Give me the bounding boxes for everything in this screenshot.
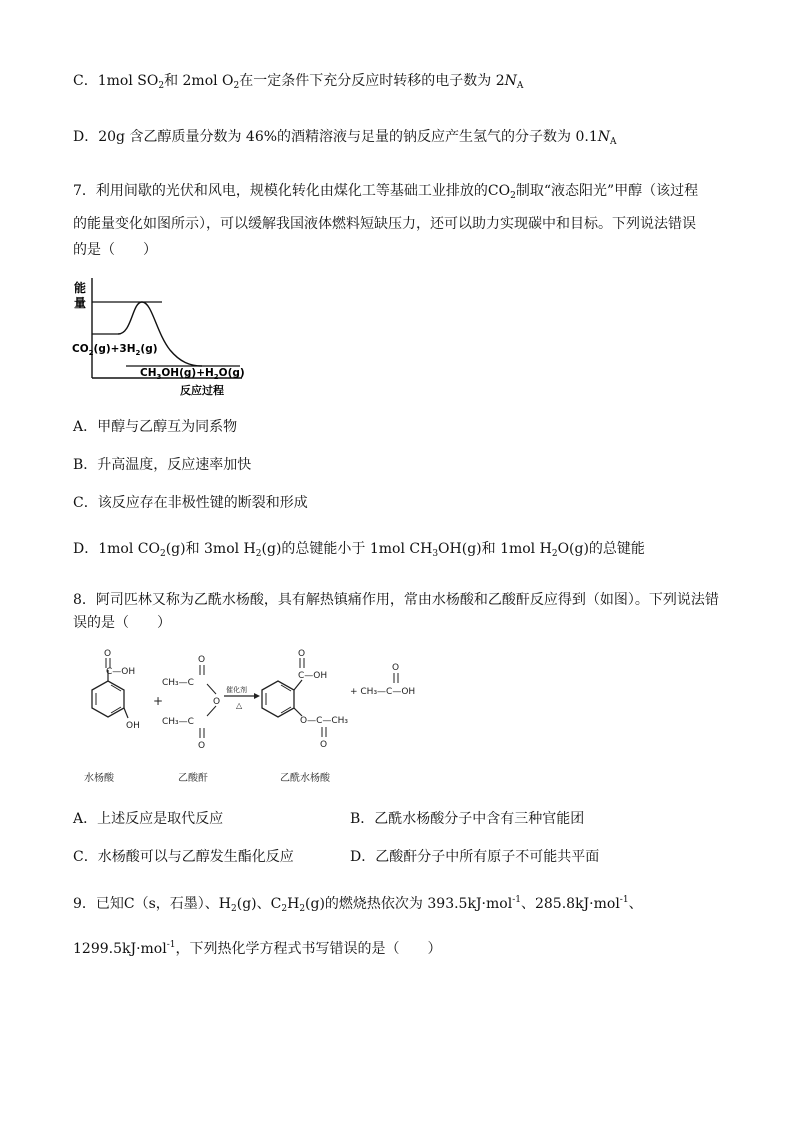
- salicylic-acid-structure: [92, 649, 140, 731]
- q8-stem-line2: 误的是（ ）: [73, 615, 171, 631]
- aspirin-structure: [262, 649, 348, 750]
- q8-stem-line1: 8．阿司匹林又称为乙酰水杨酸，具有解热镇痛作用，常由水杨酸和乙酸酐反应得到（如图）。下列说法错: [73, 592, 719, 608]
- svg-text:O: O: [104, 649, 112, 659]
- svg-text:催化剂: 催化剂: [226, 686, 247, 694]
- q7-option-b: B．升高温度，反应速率加快: [73, 457, 252, 473]
- svg-text:O: O: [198, 655, 206, 665]
- q9-stem-line2: 1299.5kJ·mol$^{-1}$，下列热化学方程式书写错误的是（ ）: [73, 940, 442, 957]
- energy-x-axis-label: 反应过程: [180, 384, 224, 397]
- acetic-acid-structure: [350, 663, 415, 697]
- svg-text:+ CH₃—C—OH: + CH₃—C—OH: [350, 687, 416, 697]
- svg-text:CH₃—C: CH₃—C: [162, 717, 194, 727]
- svg-text:△: △: [236, 701, 243, 710]
- energy-axis-label-2: 量: [74, 296, 87, 310]
- reactant-label: $CO_2(g)+3H_2(g)$: [72, 343, 158, 357]
- reaction-arrow: [224, 685, 260, 710]
- energy-axis-label-1: 能: [74, 281, 87, 295]
- svg-text:OH: OH: [126, 721, 140, 731]
- q8-option-c: C．水杨酸可以与乙醇发生酯化反应: [73, 849, 294, 865]
- q8-option-b: B．乙酰水杨酸分子中含有三种官能团: [350, 811, 585, 827]
- q7-option-a: A．甲醇与乙醇互为同系物: [73, 419, 238, 435]
- svg-text:O: O: [298, 649, 306, 659]
- svg-text:C—OH: C—OH: [106, 667, 136, 677]
- aspirin-reaction-diagram: [70, 648, 440, 790]
- svg-text:O: O: [213, 697, 221, 707]
- acetic-anhydride-structure: [162, 655, 220, 751]
- q7-stem-line3: 的是（ ）: [73, 242, 157, 258]
- label-aspirin: 乙酰水杨酸: [280, 773, 330, 784]
- q7-option-d: D．1mol $CO_2(g)$和 3mol $H_2(g)$的总键能小于 1mol $CH_3OH(g)$和 1mol $H_2O(g)$的总键能: [73, 541, 645, 559]
- q7-stem-line1: 7．利用间歇的光伏和风电，规模化转化由煤化工等基础工业排放的$CO_2$制取“液态阳光”甲醇（该过程: [73, 183, 699, 201]
- q7-stem-line2: 的能量变化如图所示），可以缓解我国液体燃料短缺压力，还可以助力实现碳中和目标。下列说法错误: [73, 216, 696, 232]
- label-acetic-anhydride: 乙酸酐: [178, 773, 208, 784]
- svg-text:C—OH: C—OH: [298, 671, 328, 681]
- q8-option-a: A．上述反应是取代反应: [73, 811, 224, 827]
- svg-text:O: O: [320, 740, 328, 750]
- product-label: $CH_3OH(g)+H_2O(g)$: [140, 367, 245, 381]
- svg-text:CH₃—C: CH₃—C: [162, 678, 194, 688]
- q9-stem-line1: 9．已知C（s，石墨）、$H_2(g)$、$C_2H_2(g)$的燃烧热依次为 393.5kJ·mol$^{-1}$、285.8kJ·mol$^{-1}$、: [73, 895, 643, 914]
- svg-text:O—C—CH₃: O—C—CH₃: [300, 716, 349, 726]
- svg-text:O: O: [392, 663, 400, 673]
- label-salicylic-acid: 水杨酸: [84, 773, 114, 784]
- energy-diagram: [70, 272, 250, 402]
- energy-curve: [118, 302, 202, 366]
- q6-option-c: C．1mol $SO_2$和 2mol $O_2$在一定条件下充分反应时转移的电子数为 $2N_A$: [73, 73, 524, 91]
- plus-sign-1: +: [153, 694, 164, 708]
- q8-option-d: D．乙酸酐分子中所有原子不可能共平面: [350, 849, 600, 865]
- svg-text:O: O: [198, 741, 206, 751]
- q7-option-c: C．该反应存在非极性键的断裂和形成: [73, 495, 308, 511]
- q6-option-d: D．20g 含乙醇质量分数为 46%的酒精溶液与足量的钠反应产生氢气的分子数为 $0.1N_A$: [73, 129, 617, 147]
